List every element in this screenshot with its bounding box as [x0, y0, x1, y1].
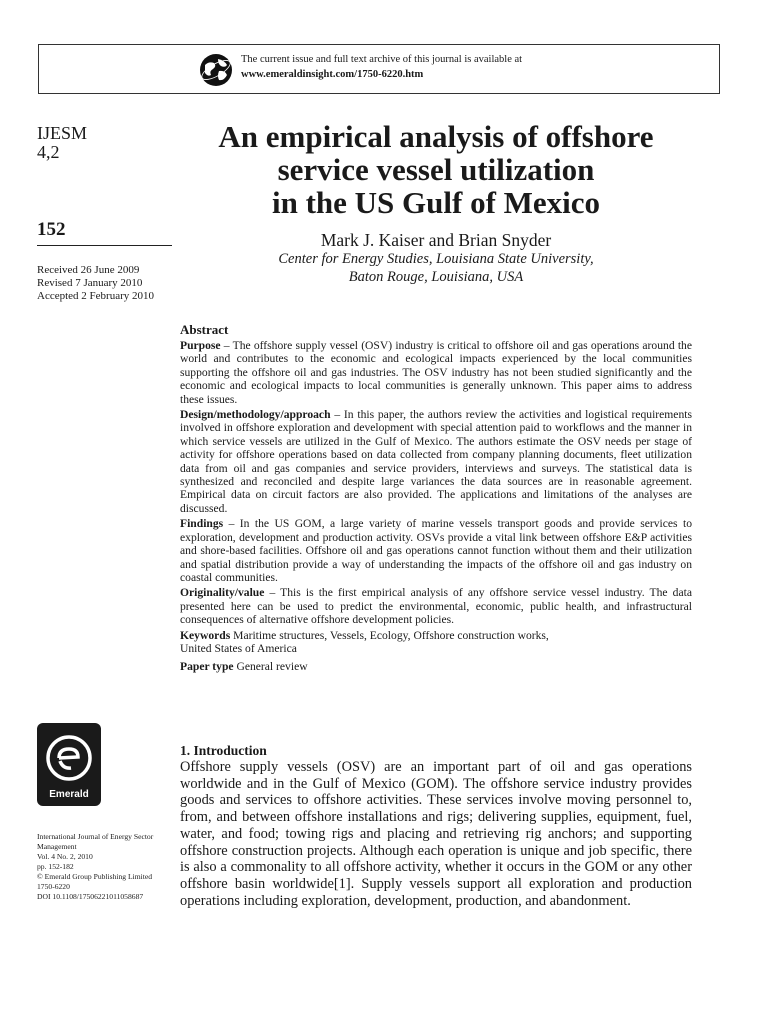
banner-archive-text: The current issue and full text archive of this journal is available at: [241, 54, 523, 65]
abstract-purpose: [180, 339, 692, 406]
abstract-section-text: – In this paper, the authors review the activities and logistical requirements involved in offshore exploration and development with special attention paid to workflows and the manner in which service vessels are utilized in the Gulf of Mexico. The authors estimate the OSV needs per stage of activity for offshore operations based on data collected from company planning documents, fleet utilization data from oil and gas companies and service providers, interviews and surveys. The statistical data is synthesized and reconciled and despite large variances the data sources are in reasonable agreement. Empirical data on circuit factors are also provided. The applications and limitations of the analyses are discussed.: [180, 408, 692, 515]
abstract-section-label: Design/methodology/approach: [180, 408, 331, 422]
affiliation-line: Baton Rouge, Louisiana, USA: [348, 268, 524, 285]
pubinfo-line: DOI 10.1108/17506221011058687: [37, 892, 144, 901]
journal-abbr-text: IJESM: [37, 123, 88, 143]
paper-type-text: General review: [233, 660, 308, 674]
abstract-section-label: Purpose: [180, 339, 221, 352]
publication-info: [37, 832, 177, 902]
globe-icon: [199, 53, 233, 87]
keywords: [180, 629, 692, 656]
affiliation-line: Center for Energy Studies, Louisiana State University,: [278, 251, 594, 267]
emerald-e-icon: [45, 729, 93, 787]
pubinfo-line: Vol. 4 No. 2, 2010: [37, 852, 93, 861]
keywords-text-continued: United States of America: [180, 641, 297, 655]
title-line: An empirical analysis of offshore: [218, 119, 654, 154]
abstract: [180, 322, 692, 674]
margin-divider: [37, 245, 172, 246]
emerald-logo-word: Emerald: [49, 789, 89, 800]
author-affiliation: [176, 251, 696, 286]
title-line: service vessel utilization: [277, 152, 595, 187]
abstract-findings: [180, 517, 692, 584]
pubinfo-line: 1750-6220: [37, 882, 70, 891]
pubinfo-line: pp. 152-182: [37, 862, 74, 871]
article-title: [176, 120, 696, 219]
abstract-section-label: Originality/value: [180, 586, 265, 600]
abstract-originality: [180, 586, 692, 626]
abstract-heading: Abstract: [180, 322, 229, 337]
introduction-heading: 1. Introduction: [180, 743, 267, 758]
abstract-design: [180, 408, 692, 515]
emerald-logo: [37, 723, 101, 806]
accepted-date: Accepted 2 February 2010: [37, 290, 154, 302]
revised-date: Revised 7 January 2010: [37, 277, 143, 289]
received-date: Received 26 June 2009: [37, 264, 140, 276]
paper-type-label: Paper type: [180, 660, 234, 674]
pubinfo-line: Management: [37, 842, 77, 851]
banner-url-link[interactable]: www.emeraldinsight.com/1750-6220.htm: [241, 69, 424, 80]
journal-archive-banner: [38, 44, 720, 94]
keywords-label: Keywords: [180, 628, 231, 642]
article-history: [37, 264, 154, 303]
journal-abbreviation: [37, 124, 87, 162]
keywords-text: Maritime structures, Vessels, Ecology, Offshore construction works,: [230, 628, 549, 642]
title-line: in the US Gulf of Mexico: [271, 185, 601, 220]
article-authors: Mark J. Kaiser and Brian Snyder: [320, 230, 552, 250]
pubinfo-line: International Journal of Energy Sector: [37, 832, 154, 841]
volume-issue: 4,2: [37, 142, 60, 162]
introduction-body: Offshore supply vessels (OSV) are an important part of oil and gas operations worldwide and in the Gulf of Mexico (GOM). The offshore service industry provides goods and services to offshore activities. These services involve moving personnel to, from, and between offshore installations and rigs; delivering supplies, equipment, fuel, water, and food; towing rigs and placing and retrieving rig anchors; and supporting offshore construction projects. Although each operation is unique and job specific, there is also a commonality to all offshore activity, whether it occurs in the GOM or any other offshore basin worldwide[1]. Supply vessels support all exploration and production operations including exploration, development, production, and abandonment.: [180, 759, 692, 909]
introduction-section: [180, 742, 692, 909]
abstract-section-text: – The offshore supply vessel (OSV) industry is critical to offshore oil and gas operations around the world and contributes to the economic and ecological impacts experienced by the local communities supporting the offshore oil and gas industries. The OSV industry has not been studied significantly and the economic and ecological impacts to local communities is generally unknown. This paper aims to address these issues.: [180, 339, 692, 406]
abstract-section-text: – In the US GOM, a large variety of marine vessels transport goods and provide services to exploration, development and production activity. OSVs provide a vital link between offshore E&P activities and shore-based facilities. Offshore oil and gas operations cannot function without them and their utilization and spatial distribution provide a way of understanding the impacts of the offshore oil and gas industry on coastal communities.: [180, 517, 692, 584]
page-number: 152: [37, 219, 66, 240]
abstract-section-label: Findings: [180, 517, 224, 531]
pubinfo-line: © Emerald Group Publishing Limited: [37, 872, 153, 881]
paper-type: [180, 660, 692, 673]
abstract-section-text: – This is the first empirical analysis of any offshore service vessel industry. The data presented here can be used to predict the environmental, economic, public health, and infrastructural consequences of alternative offshore development policies.: [180, 586, 692, 627]
